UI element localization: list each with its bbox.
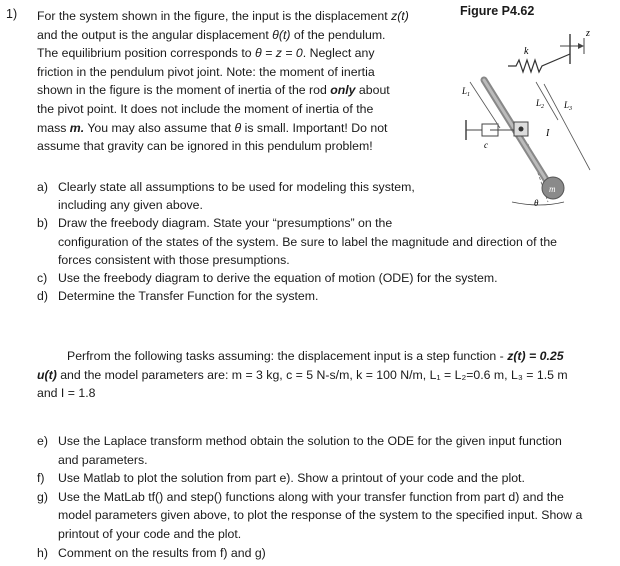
part-c: c) Use the freebody diagram to derive the equation of motion (ODE) for the system.: [37, 271, 498, 286]
intro-line-1: For the system shown in the figure, the input is the displacement z(t): [37, 9, 409, 23]
task-line-2: u(t) and the model parameters are: m = 3 kg, c = 5 N-s/m, k = 100 N/m, L₁ = L₂=0.6 m, L₃ = 1.5 m: [37, 367, 568, 382]
part-e: e) Use the Laplace transform method obtain the solution to the ODE for the given input function and parameters.: [37, 434, 562, 467]
intro-line-2: and the output is the angular displacement θ(t) of the pendulum.: [37, 27, 386, 42]
mass-label: m: [549, 184, 556, 194]
l3-label: $L_3$: [564, 100, 573, 112]
z-label: z: [586, 28, 590, 39]
intro-line-6: the pivot point. It does not include the moment of inertia of the: [37, 101, 374, 116]
spring-k: [508, 54, 570, 72]
unit-step-emphasis: u(t): [37, 367, 57, 382]
l1-label: $L_1$: [462, 86, 471, 98]
pivot-point: [519, 127, 524, 132]
step-input-emphasis: z(t) = 0.25: [507, 349, 564, 363]
theta-label: θ: [534, 198, 539, 208]
intro-line-3: The equilibrium position corresponds to θ = z = 0. Neglect any: [37, 46, 375, 61]
part-h: h) Comment on the results from f) and g): [37, 545, 266, 560]
part-a: a) Clearly state all assumptions to be used for modeling this system, including any given above.: [37, 180, 415, 213]
parts-e-to-h: [37, 432, 615, 562]
part-f: f) Use Matlab to plot the solution from part e). Show a printout of your code and the plot.: [37, 471, 525, 486]
output-variable: θ(t): [272, 27, 291, 42]
task-line-1: Perfrom the following tasks assuming: the displacement input is a step function - z(t) = 0.25: [67, 349, 564, 363]
part-b: b) Draw the freebody diagram. State your “presumptions” on the configuration of the states of the system. Be sure to label the magnitude and direction of the forces consistent with those presumptions.: [37, 216, 558, 267]
intro-line-8: assume that gravity can be ignored in this pendulum problem!: [37, 139, 373, 154]
intro-line-5: shown in the figure is the moment of inertia of the rod only about: [37, 83, 390, 98]
input-variable: z(t): [391, 9, 409, 23]
part-g: g) Use the MatLab tf() and step() functions along with your transfer function from part d) and the model parameters given above, to plot the response of the system to the specified input. Show a printout of your code and the plot.: [37, 489, 583, 541]
inertia-label: I: [546, 128, 550, 139]
emphasis-mass: m.: [69, 120, 85, 135]
dim-l3: [544, 84, 590, 170]
task-line-3: and I = 1.8: [37, 386, 96, 401]
l2-label: $L_2$: [536, 98, 545, 110]
intro-line-4: friction in the pendulum pivot joint. Note: the moment of inertia: [37, 64, 375, 79]
problem-statement: [37, 7, 427, 156]
spring-label: k: [524, 46, 529, 57]
task-conditions: [37, 347, 612, 403]
z-arrowhead: [578, 43, 584, 49]
figure-title: Figure P4.62: [460, 4, 535, 18]
part-d: d) Determine the Transfer Function for the system.: [37, 289, 319, 304]
parts-a-to-d: [37, 178, 612, 305]
question-number: 1): [6, 7, 18, 21]
damper-label: c: [484, 140, 488, 150]
intro-line-7: mass m. You may also assume that θ is small. Important! Do not: [37, 120, 388, 135]
emphasis-only: only: [330, 83, 356, 98]
